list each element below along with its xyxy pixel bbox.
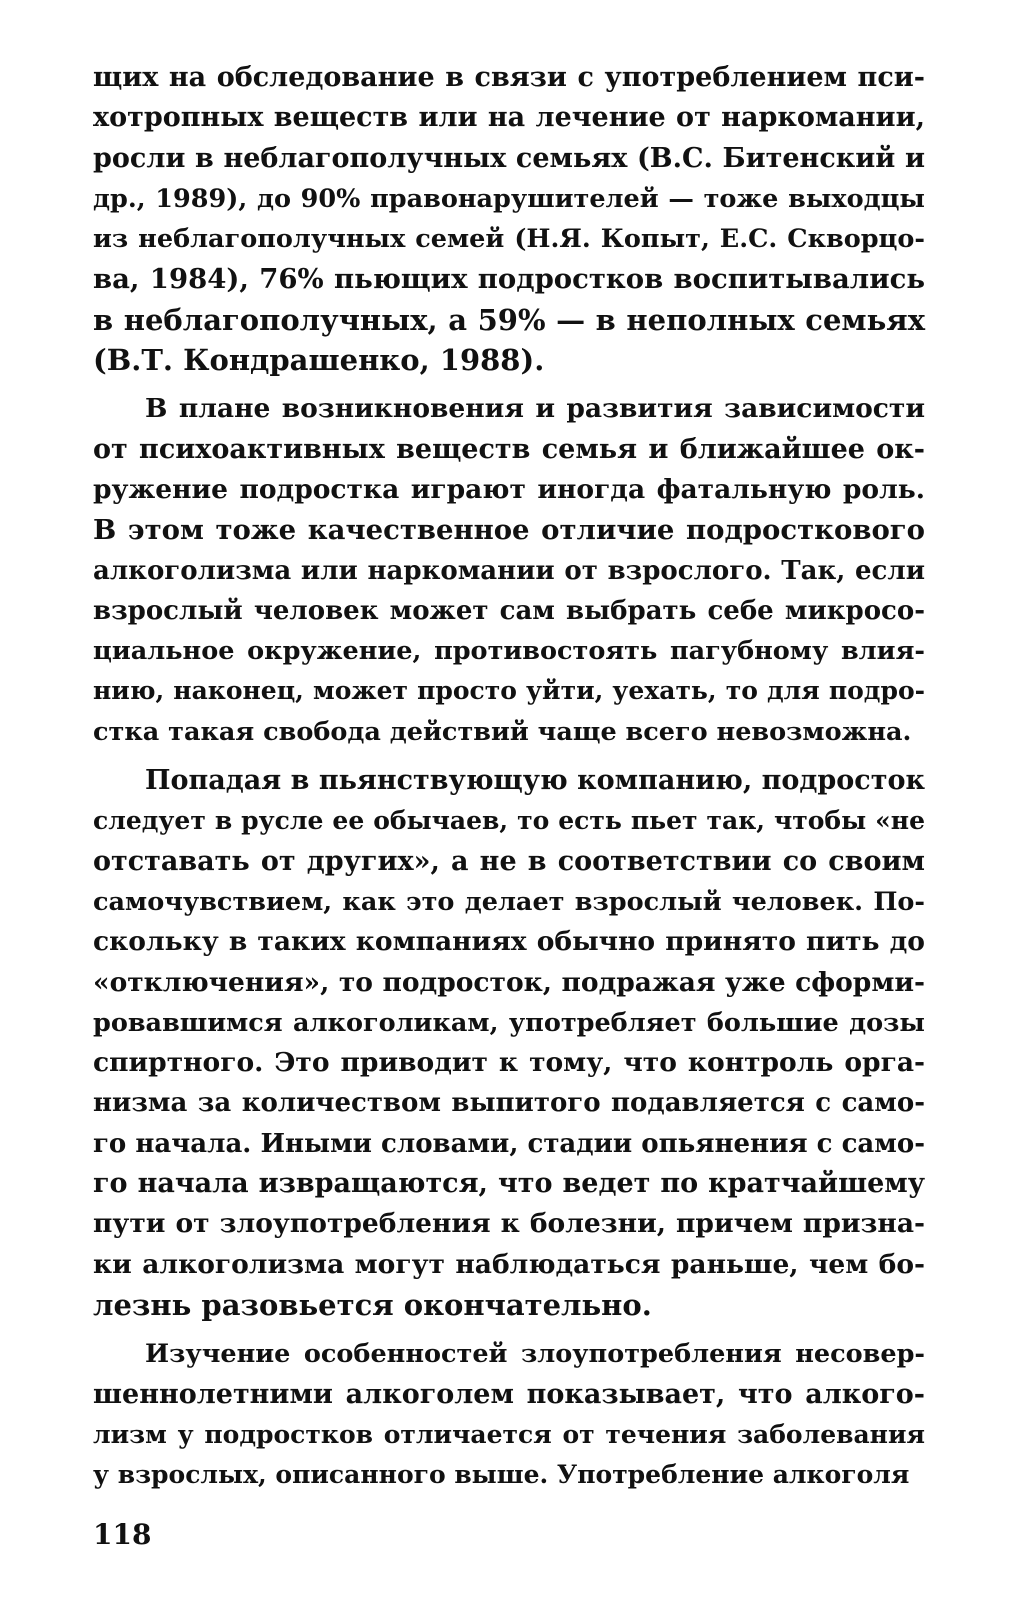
text-line: лезнь разовьется окончательно.: [93, 1287, 652, 1322]
text-line: Попадая в пьянствующую компанию, подросток: [145, 765, 925, 797]
text-line: отставать от других», а не в соответствии со своим: [93, 845, 925, 877]
page-number: 118: [93, 1518, 152, 1551]
text-line: го начала. Иными словами, стадии опьянения с само-: [93, 1128, 925, 1159]
text-line: стка такая свобода действий чаще всего невозможна.: [93, 716, 912, 747]
text-line: Изучение особенностей злоупотребления несовер-: [145, 1339, 925, 1370]
body-text: [93, 58, 925, 1495]
paragraph-gap: [93, 380, 925, 389]
paragraph-gap: [93, 1325, 925, 1334]
text-line: нию, наконец, может просто уйти, уехать, то для подро-: [93, 676, 925, 706]
text-line: (В.Т. Кондрашенко, 1988).: [93, 343, 545, 378]
text-line: от психоактивных веществ семья и ближайшее ок-: [93, 433, 925, 465]
text-line: ружение подростка играют иногда фатальную роль.: [93, 473, 925, 505]
text-line: самочувствием, как это делает взрослый человек. По-: [93, 886, 925, 917]
paragraph: [93, 1334, 925, 1495]
text-line: росли в неблагополучных семьях (В.С. Битенский и: [93, 142, 925, 174]
text-line: шеннолетними алкоголем показывает, что алкого-: [93, 1378, 925, 1410]
paragraph-gap: [93, 752, 925, 761]
text-line: спиртного. Это приводит к тому, что контроль орга-: [93, 1047, 925, 1079]
text-line: из неблагополучных семей (Н.Я. Копыт, Е.С. Скворцо-: [93, 224, 925, 255]
text-line: го начала извращаются, что ведет по кратчайшему: [93, 1168, 925, 1200]
text-line: «отключения», то подросток, подражая уже сформи-: [93, 966, 925, 998]
text-line: скольку в таких компаниях обычно принято пить до: [93, 926, 925, 958]
text-line: взрослый человек может сам выбрать себе микросо-: [93, 595, 925, 626]
text-line: алкоголизма или наркомании от взрослого. Так, если: [93, 555, 925, 586]
text-line: В плане возникновения и развития зависимости: [145, 393, 925, 425]
text-line: ровавшимся алкоголикам, употребляет большие дозы: [93, 1007, 925, 1038]
text-line: циальное окружение, противостоять пагубному влия-: [93, 636, 925, 667]
text-line: в неблагополучных, а 59% — в неполных семьях: [93, 302, 925, 337]
text-line: В этом тоже качественное отличие подросткового: [93, 514, 925, 547]
text-line: ва, 1984), 76% пьющих подростков воспитывались: [93, 263, 925, 296]
paragraph: [93, 761, 925, 1325]
text-line: следует в русле ее обычаев, то есть пьет так, чтобы «не: [93, 806, 925, 836]
text-line: ки алкоголизма могут наблюдаться раньше, чем бо-: [93, 1248, 925, 1280]
paragraph: [93, 58, 925, 380]
paragraph: [93, 389, 925, 752]
text-line: пути от злоупотребления к болезни, причем призна-: [93, 1208, 925, 1240]
text-line: низма за количеством выпитого подавляется с само-: [93, 1088, 925, 1119]
text-line: щих на обследование в связи с употреблением пси-: [93, 62, 925, 93]
text-line: хотропных веществ или на лечение от наркомании,: [93, 102, 925, 134]
text-line: лизм у подростков отличается от течения заболевания: [93, 1419, 925, 1449]
text-line: у взрослых, описанного выше. Употребление алкоголя: [93, 1460, 910, 1490]
text-line: др., 1989), до 90% правонарушителей — тоже выходцы: [93, 183, 925, 214]
